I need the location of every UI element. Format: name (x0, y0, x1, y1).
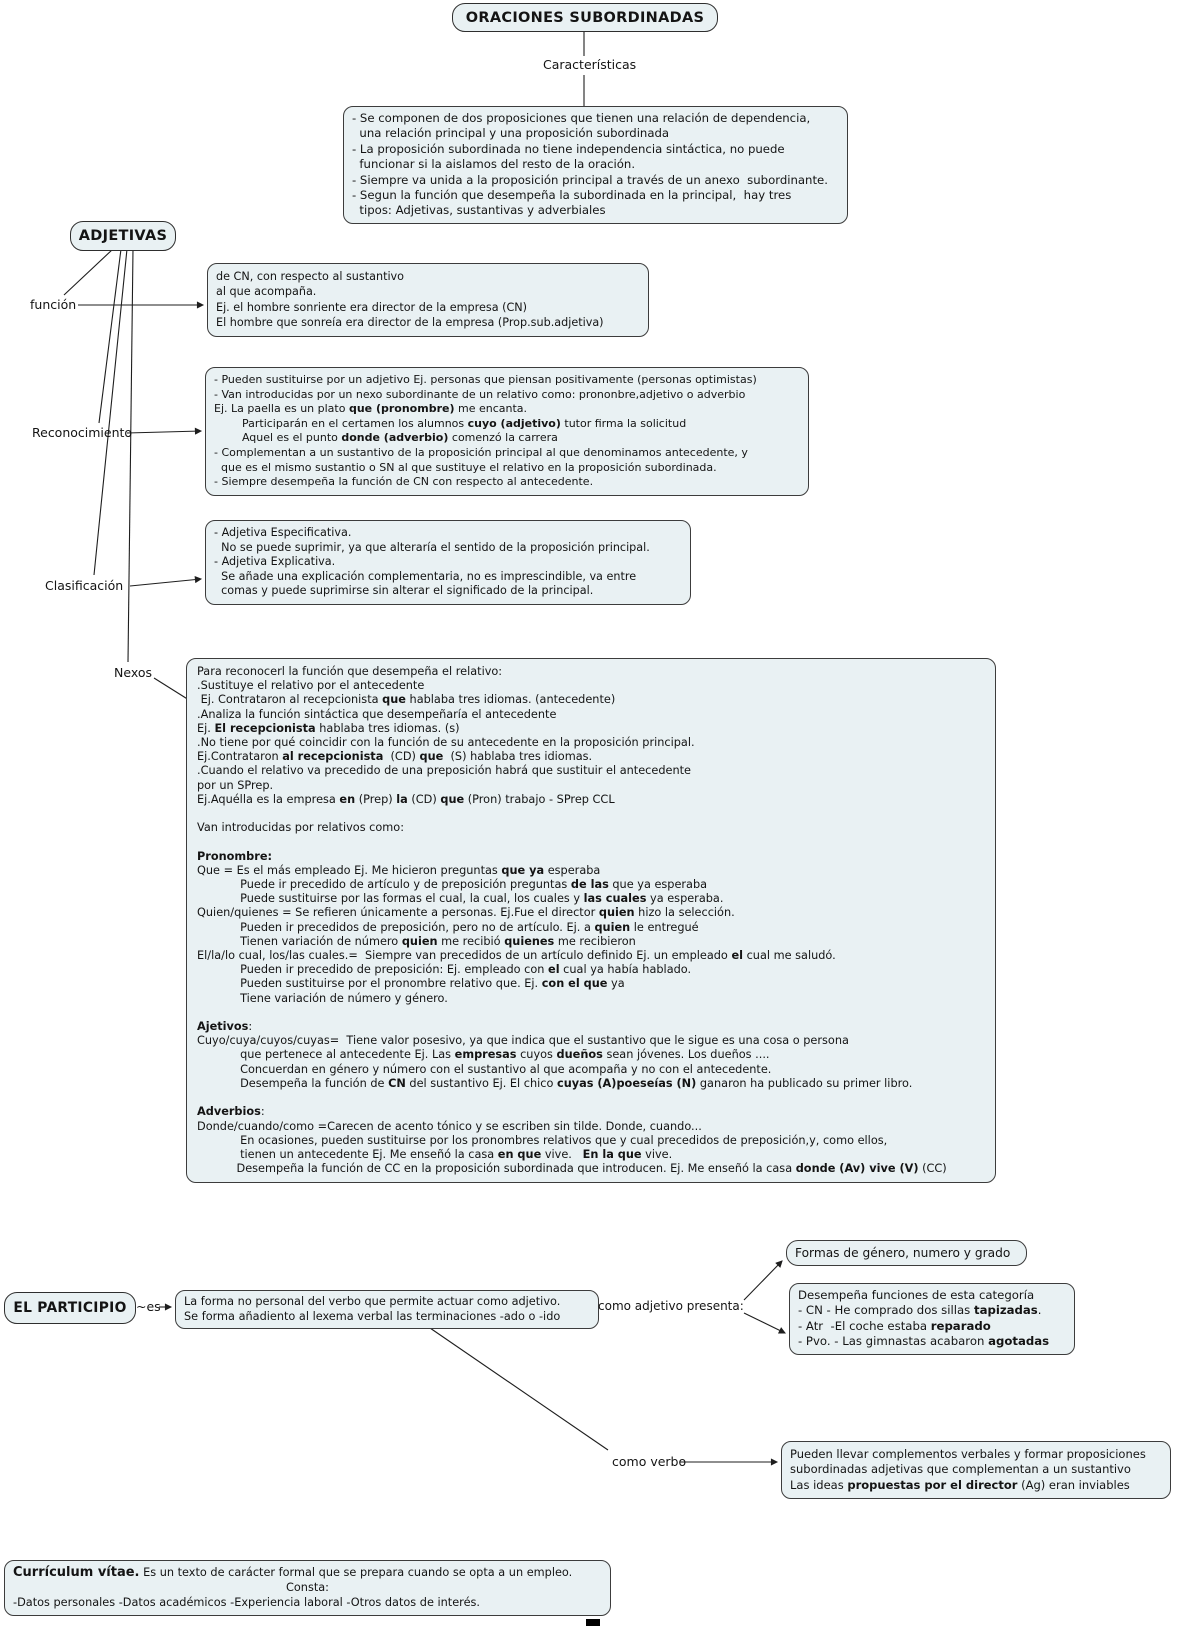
link-label-como-verbo[interactable]: como verbo (612, 1454, 687, 1469)
text-line: Para reconocerl la función que desempeña el relativo: (197, 665, 503, 678)
text-line: Se añade una explicación complementaria, no es imprescindible, va entre (214, 569, 637, 583)
box-nexos-relativos[interactable] (186, 658, 996, 1183)
text-line: El/la/lo cual, los/las cuales.= Siempre van precedidos de un artículo definido Ej. un empleado el cual me saludó. (197, 949, 836, 963)
text-line: Ej.Contrataron al recepcionista (CD) que (S) hablaba tres idiomas. (197, 750, 593, 764)
text-line: Quien/quienes = Se refieren únicamente a personas. Ej.Fue el director quien hizo la selección. (197, 906, 735, 920)
text-line: Adverbios: (197, 1105, 265, 1119)
text-line: -Datos personales -Datos académicos -Experiencia laboral -Otros datos de interés. (13, 1596, 481, 1610)
box-como-verbo[interactable] (781, 1441, 1171, 1499)
text-line (197, 807, 985, 821)
text-line: Ajetivos: (197, 1020, 253, 1034)
text-line: Desempeña la función de CC en la proposición subordinada que introducen. Ej. Me enseñó la casa donde (Av) vive (V) (CC) (197, 1162, 947, 1176)
text-line: por un SPrep. (197, 778, 274, 792)
link-label-es[interactable]: ~es (136, 1299, 161, 1314)
text-line: Consta: (285, 1581, 329, 1595)
text-line: Pronombre: (197, 849, 273, 863)
text-line: de CN, con respecto al sustantivo (216, 270, 405, 283)
text-line: al que acompaña. (216, 285, 317, 299)
link-label-reconocimiento[interactable]: Reconocimiento (32, 425, 133, 440)
arrow-como-adjetivo-formas (744, 1261, 782, 1300)
text-line: Desempeña funciones de esta categoría (798, 1288, 1035, 1302)
text-line: Ej. el hombre sonriente era director de la empresa (CN) (216, 300, 528, 314)
text-line: tipos: Adjetivas, sustantivas y adverbiales (352, 203, 606, 218)
text-line: .Sustituye el relativo por el antecedente (197, 679, 425, 693)
text-line: - Siempre va unida a la proposición principal a través de un anexo subordinante. (352, 172, 828, 187)
text-line (197, 835, 985, 849)
text-line: Pueden llevar complementos verbales y formar proposiciones (790, 1447, 1146, 1461)
box-caracteristicas[interactable] (343, 106, 848, 224)
box-funcion-cn[interactable] (207, 263, 649, 337)
link-label-nexos[interactable]: Nexos (114, 665, 152, 680)
box-curriculum-vitae[interactable] (4, 1560, 611, 1616)
text-line: Que = Es el más empleado Ej. Me hicieron preguntas que ya esperaba (197, 863, 601, 877)
text-line: Aquel es el punto donde (adverbio) comenzó la carrera (214, 431, 558, 445)
text-line: Donde/cuando/como =Carecen de acento tónico y se escriben sin tilde. Donde, cuando... (197, 1119, 702, 1133)
text-line: .Analiza la función sintáctica que desempeñaría el antecedente (197, 707, 557, 721)
text-line: La forma no personal del verbo que permite actuar como adjetivo. (184, 1295, 561, 1308)
text-line: Pueden sustituirse por el pronombre relativo que. Ej. con el que ya (197, 977, 625, 991)
text-line: .No tiene por qué coincidir con la función de su antecedente en la proposición principal. (197, 736, 695, 750)
text-line: comas y puede suprimirse sin alterar el significado de la principal. (214, 584, 594, 597)
box-formas-genero-numero-grado[interactable] (786, 1240, 1027, 1266)
node-el-participio[interactable]: EL PARTICIPIO (4, 1292, 136, 1324)
link-label-como-adjetivo-presenta[interactable]: como adjetivo presenta: (598, 1299, 744, 1313)
link-label-caracteristicas[interactable]: Características (543, 57, 637, 72)
text-line: - La proposición subordinada no tiene independencia sintáctica, no puede (352, 141, 785, 156)
node-oraciones-subordinadas[interactable]: ORACIONES SUBORDINADAS (452, 3, 718, 32)
connector-adjetivas-clasificacion (94, 249, 127, 575)
text-line: Participarán en el certamen los alumnos cuyo (adjetivo) tutor firma la solicitud (214, 416, 687, 430)
text-line: - Pueden sustituirse por un adjetivo Ej. personas que piensan positivamente (personas optimistas) (214, 373, 757, 386)
text-line: Pueden ir precedidos de preposición, pero no de artículo. Ej. a quien le entregué (197, 920, 699, 934)
text-line: tienen un antecedente Ej. Me enseñó la casa en que vive. En la que vive. (197, 1147, 673, 1161)
arrow-como-adjetivo-funciones (744, 1313, 785, 1333)
text-line: - CN - He comprado dos sillas tapizadas. (798, 1303, 1042, 1318)
box-funciones-categoria[interactable] (789, 1283, 1075, 1355)
text-line: Las ideas propuestas por el director (Ag) eran inviables (790, 1477, 1130, 1492)
text-line: - Adjetiva Especificativa. (214, 526, 352, 539)
text-line: Van introducidas por relativos como: (197, 821, 405, 835)
text-line: - Se componen de dos proposiciones que tienen una relación de dependencia, (352, 111, 811, 125)
text-line: Concuerdan en género y número con el sustantivo al que acompaña y no con el antecedente. (197, 1062, 772, 1076)
arrow-clasificacion-box (130, 579, 201, 586)
text-line: funcionar si la aislamos del resto de la oración. (352, 157, 636, 172)
page-bottom-mark (586, 1619, 600, 1626)
text-line: Ej. La paella es un plato que (pronombre) me encanta. (214, 402, 528, 416)
text-line (197, 1006, 985, 1020)
text-line: No se puede suprimir, ya que alteraría el sentido de la proposición principal. (214, 540, 650, 554)
text-line: subordinadas adjetivas que complementan a un sustantivo (790, 1462, 1131, 1477)
text-line: Ej.Aquélla es la empresa en (Prep) la (CD) que (Pron) trabajo - SPrep CCL (197, 792, 615, 806)
text-line: Desempeña la función de CN del sustantivo Ej. El chico cuyas (A)poeseías (N) ganaron ha publicado su primer libro. (197, 1076, 913, 1090)
connector-adjetivas-nexos (128, 249, 133, 662)
text-line: - Atr -El coche estaba reparado (798, 1318, 991, 1333)
connector-adjetivas-funcion (64, 249, 113, 295)
text-line: En ocasiones, pueden sustituirse por los pronombres relativos que y cual precedidos de preposición,y, como ellos, (197, 1133, 888, 1147)
text-line: Currículum vítae. Es un texto de carácter formal que se prepara cuando se opta a un empleo. (13, 1565, 573, 1580)
text-line: que pertenece al antecedente Ej. Las empresas cuyos dueños sean jóvenes. Los dueños .... (197, 1048, 770, 1062)
text-line: que es el mismo sustantio o SN al que sustituye el relativo en la proposición subordinada. (214, 460, 717, 474)
text-line: El hombre que sonreía era director de la empresa (Prop.sub.adjetiva) (216, 316, 604, 330)
text-line: Se forma añadiento al lexema verbal las terminaciones -ado o -ido (184, 1310, 561, 1324)
box-participio-definicion[interactable] (175, 1290, 599, 1329)
text-line: Puede ir precedido de artículo y de preposición preguntas de las que ya esperaba (197, 878, 708, 892)
arrow-reconocimiento-box (127, 431, 201, 433)
box-reconocimiento[interactable] (205, 367, 809, 496)
text-line: - Siempre desempeña la función de CN con respecto al antecedente. (214, 475, 594, 489)
box-clasificacion[interactable] (205, 520, 691, 605)
text-line: Ej. El recepcionista hablaba tres idiomas. (s) (197, 721, 460, 735)
text-line: Cuyo/cuya/cuyos/cuyas= Tiene valor posesivo, ya que indica que el sustantivo que le sigue es una cosa o persona (197, 1034, 849, 1048)
connector-definicion-como-verbo (430, 1328, 608, 1450)
text-line: Formas de género, numero y grado (795, 1246, 1011, 1260)
text-line: Puede sustituirse por las formas el cual, la cual, los cuales y las cuales ya esperaba. (197, 892, 724, 906)
text-line: - Segun la función que desempeña la subordinada en la principal, hay tres (352, 188, 792, 203)
text-line: Tiene variación de número y género. (197, 991, 448, 1005)
text-line: .Cuando el relativo va precedido de una preposición habrá que sustituir el antecedente (197, 764, 691, 778)
text-line: - Pvo. - Las gimnastas acabaron agotadas (798, 1334, 1050, 1349)
text-line: - Adjetiva Explicativa. (214, 555, 336, 568)
text-line: Ej. Contrataron al recepcionista que hablaba tres idiomas. (antecedente) (197, 693, 616, 707)
text-line: Pueden ir precedido de preposición: Ej. empleado con el cual ya había hablado. (197, 963, 692, 977)
text-line (197, 1091, 985, 1105)
text-line: - Van introducidas por un nexo subordinante de un relativo como: prononbre,adjetivo o adverbio (214, 387, 746, 401)
text-line: Tienen variación de número quien me recibió quienes me recibieron (197, 934, 636, 948)
text-line: - Complementan a un sustantivo de la proposición principal al que denominamos antecedente, y (214, 445, 748, 459)
text-line: una relación principal y una proposición subordinada (352, 126, 670, 141)
link-label-funcion[interactable]: función (30, 297, 77, 312)
node-adjetivas[interactable]: ADJETIVAS (70, 221, 176, 251)
link-label-clasificacion[interactable]: Clasificación (45, 578, 124, 593)
connector-nexos-box (154, 678, 189, 700)
